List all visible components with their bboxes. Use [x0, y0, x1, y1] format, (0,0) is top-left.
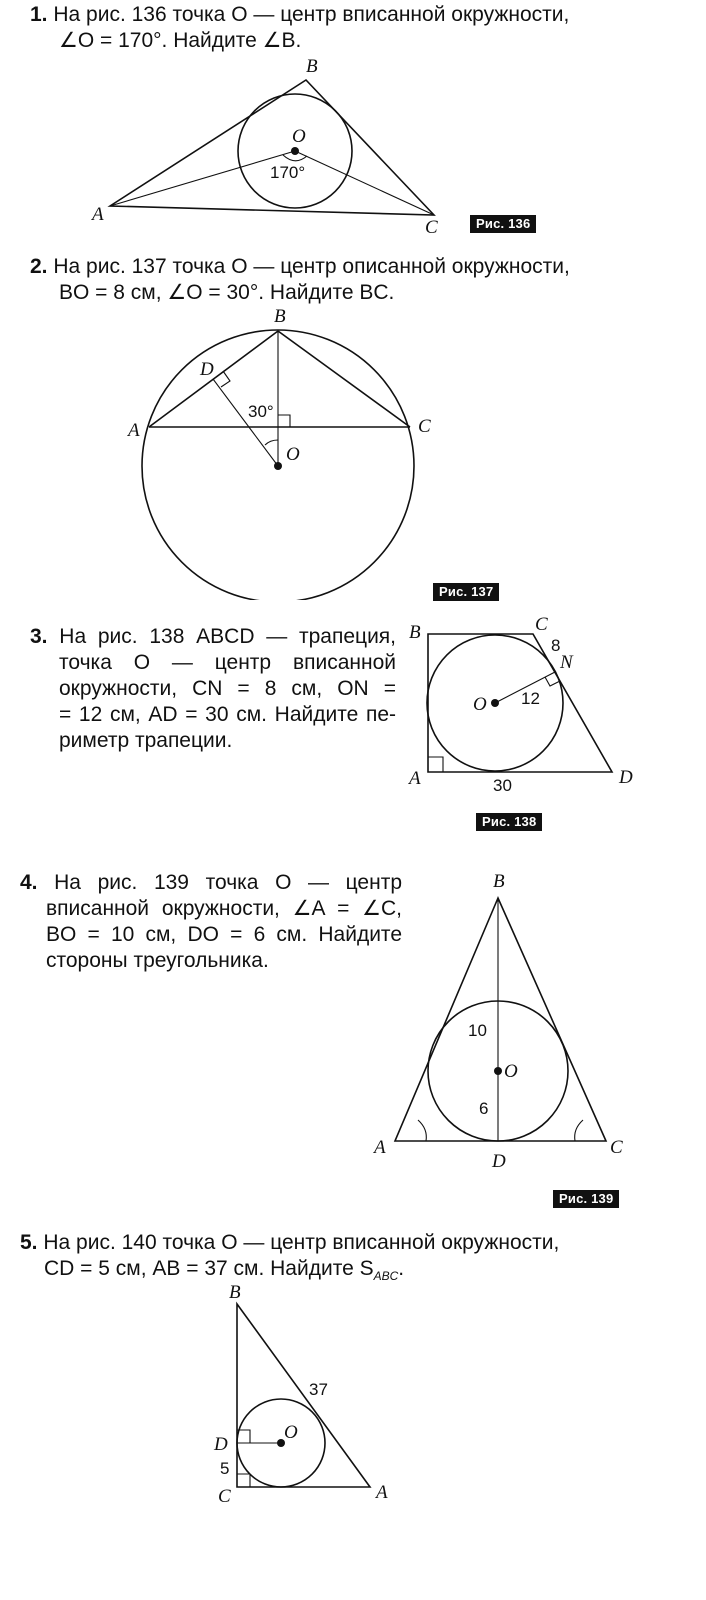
- problem-4: [20, 870, 402, 974]
- problem-text-line: ∠O = 170°. Найдите ∠B.: [59, 29, 302, 52]
- label-c: C: [425, 217, 438, 238]
- right-angle-mark: [278, 415, 290, 427]
- figure-caption: Рис. 138: [476, 813, 542, 831]
- label-d: D: [619, 767, 633, 788]
- label-o: O: [473, 694, 487, 715]
- label-d: D: [492, 1151, 506, 1172]
- triangle-abc: [237, 1304, 370, 1487]
- label-c: C: [418, 416, 431, 437]
- problem-text-line: На рис. 137 точка O — центр описанной окружности,: [53, 255, 570, 278]
- trapezoid-abcd: [428, 634, 612, 772]
- center-point-o: [291, 147, 299, 155]
- label-o: O: [284, 1422, 298, 1443]
- problem-2: [30, 254, 570, 306]
- value-bo: 10: [468, 1021, 487, 1040]
- problem-text-line: На рис. 140 точка O — центр вписанной окружности,: [43, 1231, 560, 1254]
- label-c: C: [535, 614, 548, 635]
- problem-number: 2.: [30, 255, 48, 278]
- value-on: 12: [521, 689, 540, 708]
- problem-text-line: На рис. 139 точка O — центр: [54, 871, 403, 894]
- subscript-abc: ABC: [373, 1269, 399, 1284]
- label-b: B: [306, 56, 318, 77]
- label-n: N: [560, 652, 573, 673]
- label-d: D: [200, 359, 214, 380]
- triangle-abc: [110, 80, 434, 215]
- value-angle-o: 170°: [270, 163, 306, 182]
- label-o: O: [286, 444, 300, 465]
- sentence-period: .: [398, 1257, 405, 1280]
- figure-140: [200, 1280, 410, 1510]
- problem-text-line: точка O — центр вписанной: [59, 651, 396, 674]
- angle-arc-a: [418, 1120, 426, 1141]
- segment-ao: [110, 151, 295, 206]
- value-ab: 37: [309, 1380, 328, 1399]
- label-b: B: [274, 306, 286, 327]
- problem-1: [30, 2, 569, 54]
- problem-text-line: На рис. 136 точка O — центр вписанной окружности,: [53, 3, 570, 26]
- chord-bc: [278, 331, 410, 427]
- figure-caption: Рис. 136: [470, 215, 536, 233]
- label-d: D: [214, 1434, 228, 1455]
- label-o: O: [504, 1061, 518, 1082]
- problem-3: [30, 624, 396, 754]
- label-a: A: [92, 204, 104, 225]
- problem-text-line: окружности, CN = 8 см, ON =: [59, 677, 396, 700]
- angle-arc-o: [265, 440, 278, 445]
- center-point-o: [491, 699, 499, 707]
- value-ad: 30: [493, 776, 512, 795]
- label-a: A: [376, 1482, 388, 1503]
- problem-number: 3.: [30, 625, 48, 648]
- problem-text-line: На рис. 138 ABCD — трапеция,: [59, 625, 396, 648]
- problem-text-line: стороны треугольника.: [46, 949, 269, 972]
- problem-number: 4.: [20, 871, 38, 894]
- angle-arc-o: [283, 155, 307, 161]
- segment-oc: [295, 151, 434, 215]
- value-cd: 5: [220, 1459, 230, 1478]
- figure-138: [400, 610, 650, 805]
- figure-139: [360, 865, 640, 1175]
- label-o: O: [292, 126, 306, 147]
- value-do: 6: [479, 1099, 489, 1118]
- label-b: B: [229, 1282, 241, 1303]
- right-angle-mark-a: [428, 757, 443, 772]
- label-a: A: [409, 768, 421, 789]
- value-cn: 8: [551, 636, 561, 655]
- label-a: A: [128, 420, 140, 441]
- figure-caption: Рис. 139: [553, 1190, 619, 1208]
- angle-arc-c: [575, 1120, 583, 1141]
- center-point-o: [494, 1067, 502, 1075]
- label-a: A: [374, 1137, 386, 1158]
- figure-caption: Рис. 137: [433, 583, 499, 601]
- label-b: B: [409, 622, 421, 643]
- problem-text-line: BO = 8 см, ∠O = 30°. Найдите BC.: [59, 281, 395, 304]
- problem-text-line: = 12 см, AD = 30 см. Найдите пе-: [59, 703, 396, 726]
- label-b: B: [493, 871, 505, 892]
- problem-number: 1.: [30, 3, 48, 26]
- problem-text-line: CD = 5 см, AB = 37 см. Найдите S: [44, 1257, 374, 1280]
- figure-137: [120, 300, 440, 600]
- value-angle: 30°: [248, 402, 274, 421]
- problem-text-line: BO = 10 см, DO = 6 см. Найдите: [46, 923, 402, 946]
- center-point-o: [274, 462, 282, 470]
- problem-text-line: риметр трапеции.: [59, 729, 233, 752]
- problem-text-line: вписанной окружности, ∠A = ∠C,: [46, 897, 402, 920]
- segment-od: [213, 379, 278, 466]
- right-angle-mark-c: [237, 1474, 250, 1487]
- label-c: C: [610, 1137, 623, 1158]
- triangle-abc: [395, 898, 606, 1141]
- problem-number: 5.: [20, 1231, 38, 1254]
- label-c: C: [218, 1486, 231, 1507]
